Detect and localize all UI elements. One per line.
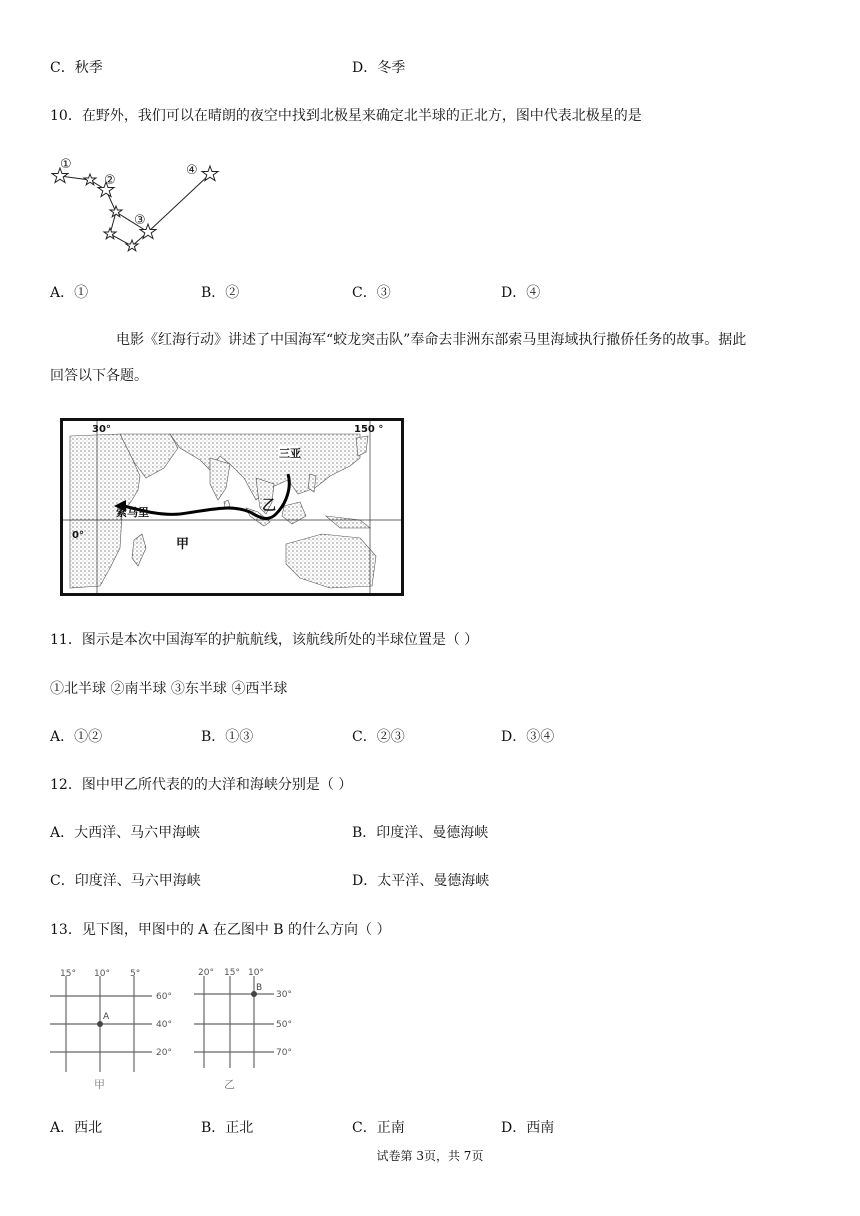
map-label-lon-150: 150 ° bbox=[354, 424, 384, 435]
page-footer: 试卷第 3页，共 7页 bbox=[376, 1149, 484, 1163]
grid-jia-figure bbox=[48, 964, 180, 1094]
grid-yi-point-label: B bbox=[256, 983, 263, 993]
big-dipper-figure bbox=[48, 152, 228, 256]
q12-option-d: D．太平洋、曼德海峡 bbox=[352, 873, 490, 889]
q12-option-c: C．印度洋、马六甲海峡 bbox=[50, 873, 201, 889]
star-label-3: ③ bbox=[134, 213, 146, 228]
grid-yi-lon-15: 15° bbox=[224, 968, 240, 978]
grid-jia-lon-15: 15° bbox=[60, 969, 76, 979]
q13-option-b: B．正北 bbox=[201, 1120, 254, 1136]
map-label-lon-30: 30° bbox=[92, 424, 111, 435]
grid-jia-lat-60: 60° bbox=[156, 992, 172, 1002]
grid-yi-lon-10: 10° bbox=[248, 968, 264, 978]
map-label-jia: 甲 bbox=[176, 537, 190, 552]
passage-line-1: 电影《红海行动》讲述了中国海军“蛟龙突击队”奉命去非洲东部索马里海域执行撤侨任务的故事。据此 bbox=[116, 332, 747, 348]
q13-option-a: A．西北 bbox=[50, 1120, 103, 1136]
q9-option-c: C．秋季 bbox=[50, 60, 103, 76]
map-label-somalia: 索马里 bbox=[116, 506, 149, 519]
grid-jia-lon-5: 5° bbox=[130, 969, 141, 979]
grid-yi-figure bbox=[184, 964, 300, 1094]
q9-option-d: D．冬季 bbox=[352, 60, 406, 76]
q13-option-d: D．西南 bbox=[501, 1120, 555, 1136]
q10-option-b: B．② bbox=[201, 285, 240, 301]
grid-jia-lon-10: 10° bbox=[94, 969, 110, 979]
map-label-sanya: 三亚 bbox=[279, 447, 301, 460]
q11-option-d: D．③④ bbox=[501, 729, 555, 745]
q12-option-b: B．印度洋、曼德海峡 bbox=[352, 825, 489, 841]
star-icon bbox=[126, 240, 138, 251]
grid-jia-lat-20: 20° bbox=[156, 1048, 172, 1058]
grid-jia-caption: 甲 bbox=[94, 1078, 105, 1091]
q12-stem: 12．图中甲乙所代表的的大洋和海峡分别是（ ） bbox=[50, 777, 353, 793]
map-label-equator: 0° bbox=[72, 530, 84, 541]
map-label-yi: 乙 bbox=[262, 498, 276, 514]
q13-stem: 13．见下图，甲图中的 A 在乙图中 B 的什么方向（ ） bbox=[50, 922, 391, 938]
passage-line-2: 回答以下各题。 bbox=[50, 368, 148, 384]
q11-option-b: B．①③ bbox=[201, 729, 254, 745]
q11-option-c: C．②③ bbox=[352, 729, 405, 745]
grid-jia-point-label: A bbox=[103, 1012, 110, 1022]
star-label-2: ② bbox=[104, 173, 116, 188]
q10-option-c: C．③ bbox=[352, 285, 391, 301]
grid-jia-lat-40: 40° bbox=[156, 1020, 172, 1030]
q10-stem: 10．在野外，我们可以在晴朗的夜空中找到北极星来确定北半球的正北方，图中代表北极星的是 bbox=[50, 108, 642, 124]
route-map bbox=[60, 418, 404, 596]
grid-yi-lat-70: 70° bbox=[276, 1048, 292, 1058]
q11-choices: ①北半球 ②南半球 ③东半球 ④西半球 bbox=[50, 681, 288, 697]
star-icon bbox=[104, 228, 116, 239]
grid-yi-lat-50: 50° bbox=[276, 1020, 292, 1030]
q10-option-d: D．④ bbox=[501, 285, 541, 301]
q13-option-c: C．正南 bbox=[352, 1120, 405, 1136]
star-icon bbox=[202, 166, 218, 181]
grid-yi-lat-30: 30° bbox=[276, 990, 292, 1000]
q12-option-a: A．大西洋、马六甲海峡 bbox=[50, 825, 201, 841]
grid-yi-caption: 乙 bbox=[224, 1078, 235, 1091]
q10-option-a: A．① bbox=[50, 285, 89, 301]
grid-yi-lon-20: 20° bbox=[198, 968, 214, 978]
q11-option-a: A．①② bbox=[50, 729, 103, 745]
q11-stem: 11．图示是本次中国海军的护航航线，该航线所处的半球位置是（ ） bbox=[50, 632, 479, 648]
star-label-1: ① bbox=[60, 157, 72, 172]
star-label-4: ④ bbox=[186, 163, 198, 178]
